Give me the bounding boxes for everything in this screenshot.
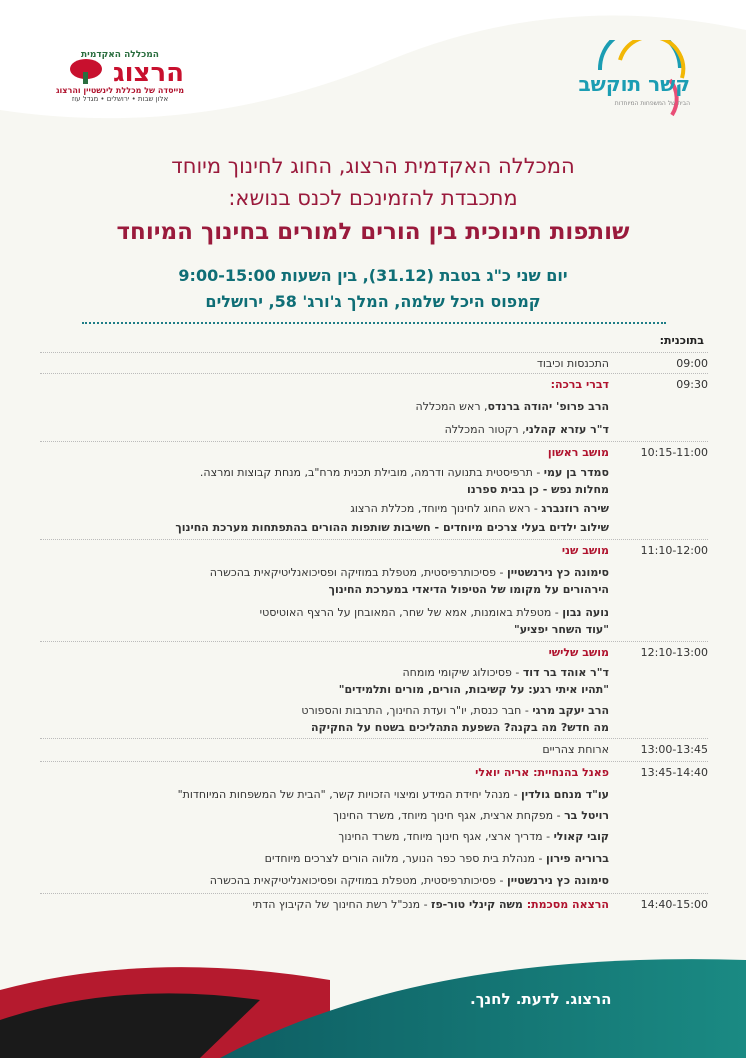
program-text: "תהיו איתי רגע: על קשיבות, הורים, מורים ותלמידים" (338, 683, 609, 696)
program-content (60, 645, 609, 661)
program-text: ד"ר אוהד בר דוד (522, 666, 609, 679)
invitation-header (40, 150, 706, 316)
program-text: , ראש המכללה (415, 400, 488, 413)
conference-date: יום שני כ"ג בטבת (31.12), בין השעות 9:00-15:00 (178, 266, 568, 285)
conference-title: שותפות חינוכית בין הורים למורים בחינוך המיוחד (116, 219, 630, 245)
program-text: - מטפלת באומנות, אמא של שחר, המאובחן על הרצף האוטיסטי (259, 606, 563, 619)
program-content (60, 399, 609, 415)
program-time: 13:00-13:45 (640, 743, 708, 756)
program-text: ברוריה פירון (545, 852, 609, 865)
program-text: - ראש החוג לחינוך מיוחד, מכללת הרצוג (350, 502, 542, 515)
program-text: עו"ד מנחם גולדין (521, 788, 609, 801)
program-text: - מדריך ארצי, אגף חינוך מיוחד, משרד החינוך (338, 830, 554, 843)
program-content (60, 808, 609, 824)
program-content (60, 582, 609, 598)
row-separator (40, 761, 708, 762)
program-text: סמדר בן עמי (543, 466, 609, 479)
program-text: סימונה כץ נירנשטיין (506, 566, 609, 579)
program-content (60, 465, 609, 481)
program-text: , רקטור המכללה (444, 423, 526, 436)
program-text: - מנהלת בית ספר כפר הנוער, מלווה הורים לצרכים מיוחדים (264, 852, 546, 865)
program-time: 10:15-11:00 (640, 446, 708, 459)
program-content (60, 873, 609, 889)
program-text: - חבר כנסת, יו"ר ועדת החינוך, התרבות והספורט (301, 704, 533, 717)
program-text: מה חדש? מה בקנה? השפעת התהליכים בשטח על החקיקה (311, 721, 609, 734)
logo-big-text: הרצוג (112, 58, 184, 88)
program-content (60, 622, 609, 638)
program-content (60, 787, 609, 803)
program-content (60, 897, 609, 913)
program-text: נועה נבון (562, 606, 609, 619)
program-text: הרב יעקב מרגי (532, 704, 609, 717)
program-text: מחלות נפש - כן בבית ספרנו (466, 483, 609, 496)
program-content (60, 422, 609, 438)
row-separator (40, 373, 708, 374)
footer-slogan: הרצוג. לדעת. לחנך. (470, 990, 612, 1008)
program-text: - מנהל יחידת המידע ומיצוי הזכויות קשר, "הבית של המשפחות המיוחדות" (177, 788, 522, 801)
program-text: מושב ראשון (547, 446, 609, 459)
row-separator (40, 352, 708, 353)
program-content (60, 703, 609, 719)
program-time: 12:10-13:00 (640, 646, 708, 659)
program-text: - פסיכותרפיסטית, מטפלת במוזיקה ופסיכואנליטיקאית בהכשרה (209, 874, 507, 887)
program-text: התכנסות וכיבוד (536, 357, 609, 370)
program-text: משה קינלי טור-פז (431, 898, 523, 911)
program-text: סימונה כץ נירנשטיין (506, 874, 609, 887)
logo-locations: אלון שבות • ירושלים • מגדל עוז (71, 95, 169, 103)
program-text: "עוד השחר יפציע" (514, 623, 609, 636)
footer-background (0, 940, 746, 1058)
logo-small-text: המכללה האקדמית (81, 50, 159, 60)
program-content (60, 565, 609, 581)
program-time: 09:00 (676, 357, 708, 370)
program-text: הרב פרופ' יהודה ברנדס (487, 400, 609, 413)
program-text: הירהורים על מקומו של הטיפול הדיאדי במערכת החינוך (328, 583, 609, 596)
conference-location: קמפוס היכל שלמה, המלך ג'ורג' 58, ירושלים (205, 292, 541, 311)
dotted-divider (82, 322, 666, 324)
program-content (60, 605, 609, 621)
row-separator (40, 738, 708, 739)
program-content (60, 742, 609, 758)
program-content (60, 501, 609, 517)
program-time: 13:45-14:40 (640, 766, 708, 779)
row-separator (40, 441, 708, 442)
program-content (60, 829, 609, 845)
program-text: - תרפיסטית בתנועה ודרמה, מובילת תכנית מרח"ב, מנחת קבוצות ומרצה. (199, 466, 544, 479)
program-text: רויטל בר (564, 809, 609, 822)
program-text: קובי קאולי (553, 830, 609, 843)
row-separator (40, 893, 708, 894)
program-text: דברי ברכה: (550, 378, 609, 391)
program-content (60, 543, 609, 559)
program-text: ד"ר עזרא קהלני (525, 423, 609, 436)
herzog-logo (50, 50, 190, 120)
header-host: המכללה האקדמית הרצוג, החוג לחינוך מיוחד (171, 154, 575, 178)
program-text: - פסיכולוג שיקומי מומחה (402, 666, 523, 679)
program-text: שירה רוזנברג (541, 502, 609, 515)
program-content (60, 682, 609, 698)
kesher-logo (560, 40, 690, 120)
tree-icon (68, 58, 104, 84)
program-text: - מנכ"ל רשת החינוך של הקיבוץ הדתי (252, 898, 432, 911)
program-time: 09:30 (676, 378, 708, 391)
program-content (60, 851, 609, 867)
program-content (60, 765, 609, 781)
program-text: שילוב ילדים בעלי צרכים מיוחדים - חשיבות שותפות ההורים בהתפתחות מערכת החינוך (175, 521, 609, 534)
program-text: הרצאה מסכמת: (522, 898, 609, 911)
program-text: - מפקחת ארצית, אגף חינוך מיוחד, משרד החינוך (333, 809, 565, 822)
header-invite: מתכבדת להזמינכם לכנס בנושא: (228, 186, 518, 210)
program-content (60, 482, 609, 498)
row-separator (40, 641, 708, 642)
program-title: בתוכנית: (659, 334, 704, 347)
program-content (60, 665, 609, 681)
kesher-sub-text: הבית של המשפחות המיוחדות (614, 100, 690, 107)
program-content (60, 445, 609, 461)
logo-tagline: מייסדה של מכללת לינשטיין והרצוג (55, 86, 185, 95)
program-text: ארוחת צהריים (542, 743, 609, 756)
program-time: 14:40-15:00 (640, 898, 708, 911)
program-text: פאנל בהנחיית: אריה יואלי (475, 766, 609, 779)
program-content (60, 377, 609, 393)
kesher-brand-text: קשר תוקשב (578, 72, 690, 96)
program-text: מושב שני (561, 544, 609, 557)
row-separator (40, 539, 708, 540)
program-content (60, 520, 609, 536)
program-text: מושב שלישי (548, 646, 609, 659)
program-content (60, 720, 609, 736)
program-text: - פסיכותרפיסטית, מטפלת במוזיקה ופסיכואנליטיקאית בהכשרה (209, 566, 507, 579)
program-time: 11:10-12:00 (640, 544, 708, 557)
program-content (60, 356, 609, 372)
